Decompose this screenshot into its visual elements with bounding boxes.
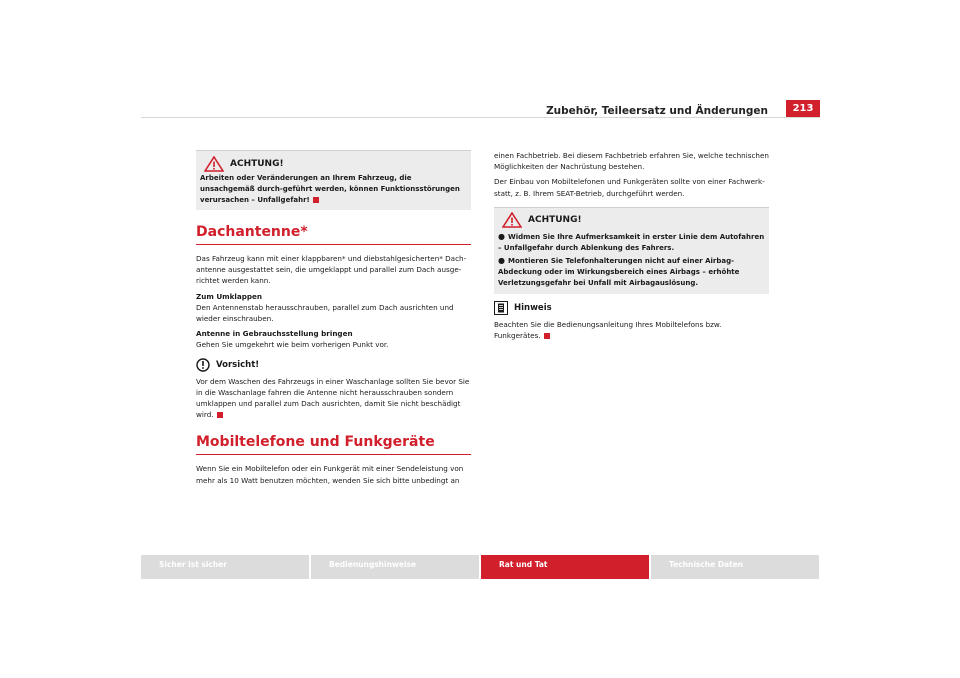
paragraph: Gehen Sie umgekehrt wie beim vorherigen Punkt vor.	[196, 340, 389, 350]
footer-tab-technische-daten[interactable]	[651, 555, 819, 579]
footer-tab-rat-und-tat[interactable]	[481, 555, 649, 579]
warning-box	[494, 207, 769, 294]
warning-title: ACHTUNG!	[230, 158, 284, 169]
warning-title: ACHTUNG!	[528, 215, 582, 226]
note-title: Hinweis	[514, 302, 552, 313]
section-heading-mobiltelefone: Mobiltelefone und Funkgeräte	[196, 434, 471, 455]
paragraph: Der Einbau von Mobiltelefonen und Funkgeräten sollte von einer Fachwerk-statt, z. B. Ihrem SEAT-Betrieb, durchgeführt werden.	[494, 177, 765, 198]
bullet-icon: ●	[498, 231, 505, 241]
section-heading-dachantenne: Dachantenne*	[196, 224, 471, 245]
right-column	[494, 150, 769, 345]
exclamation-circle-icon	[196, 358, 210, 372]
warning-triangle-icon	[502, 212, 522, 228]
footer-tab-label: Bedienungshinweise	[329, 560, 417, 569]
subheading: Antenne in Gebrauchsstellung bringen	[196, 329, 353, 339]
caution-text: Vor dem Waschen des Fahrzeugs in einer Waschanlage sollten Sie bevor Sie in die Waschanlage fahren die Antenne nicht herausschrauben sondern umklappen und parallel zum Dach ausrichten, damit Sie nicht beschädigt wird.	[196, 376, 470, 420]
page-header-title: Zubehör, Teileersatz und Änderungen	[546, 105, 768, 117]
left-column	[196, 150, 471, 490]
warning-triangle-icon	[204, 156, 224, 172]
warning-text: Arbeiten oder Veränderungen an Ihrem Fahrzeug, die unsachgemäß durch-geführt werden, können Funktionsstörungen verursachen – Unfallgefahr!	[200, 174, 460, 204]
paragraph: Den Antennenstab herausschrauben, parallel zum Dach ausrichten und wieder einschrauben.	[196, 302, 454, 324]
warning-box	[196, 150, 471, 210]
note-icon	[494, 301, 508, 315]
bullet-icon: ●	[498, 255, 505, 265]
paragraph: Wenn Sie ein Mobiltelefon oder ein Funkgerät mit einer Sendeleistung von mehr als 10 Watt benutzen möchten, wenden Sie sich bitte unbedingt an	[196, 464, 464, 485]
end-marker	[544, 333, 550, 339]
header-divider	[141, 117, 820, 118]
footer-tab-sicher[interactable]	[141, 555, 309, 579]
subheading: Zum Umklappen	[196, 291, 263, 301]
warning-bullet: Widmen Sie Ihre Aufmerksamkeit in erster Linie dem Autofahren – Unfallgefahr durch Ablenkung des Fahrers.	[498, 232, 765, 252]
footer-tab-label: Technische Daten	[669, 560, 744, 569]
caution-header	[196, 357, 471, 373]
note-text: Beachten Sie die Bedienungsanleitung Ihres Mobiltelefons bzw. Funkgerätes.	[494, 319, 722, 341]
end-marker	[217, 412, 223, 418]
paragraph: einen Fachbetrieb. Bei diesem Fachbetrieb erfahren Sie, welche technischen Möglichkeiten der Nachrüstung bestehen.	[494, 151, 769, 172]
warning-bullet: Montieren Sie Telefonhalterungen nicht auf einer Airbag-Abdeckung oder im Wirkungsbereich eines Airbags – erhöhte Verletzungsgefahr bei Unfall mit Airbagauslösung.	[498, 256, 740, 287]
page-number: 213	[786, 100, 820, 117]
footer-tab-label: Rat und Tat	[499, 560, 548, 569]
footer-tab-bedienung[interactable]	[311, 555, 479, 579]
caution-title: Vorsicht!	[216, 359, 260, 370]
paragraph: Das Fahrzeug kann mit einer klappbaren* und diebstahlgesicherten* Dach-antenne ausgestattet sein, die umgeklappt und parallel zum Dach ausge-richtet werden kann.	[196, 254, 467, 286]
end-marker	[313, 197, 319, 203]
footer-tab-label: Sicher ist sicher	[159, 560, 227, 569]
note-header	[494, 300, 769, 316]
